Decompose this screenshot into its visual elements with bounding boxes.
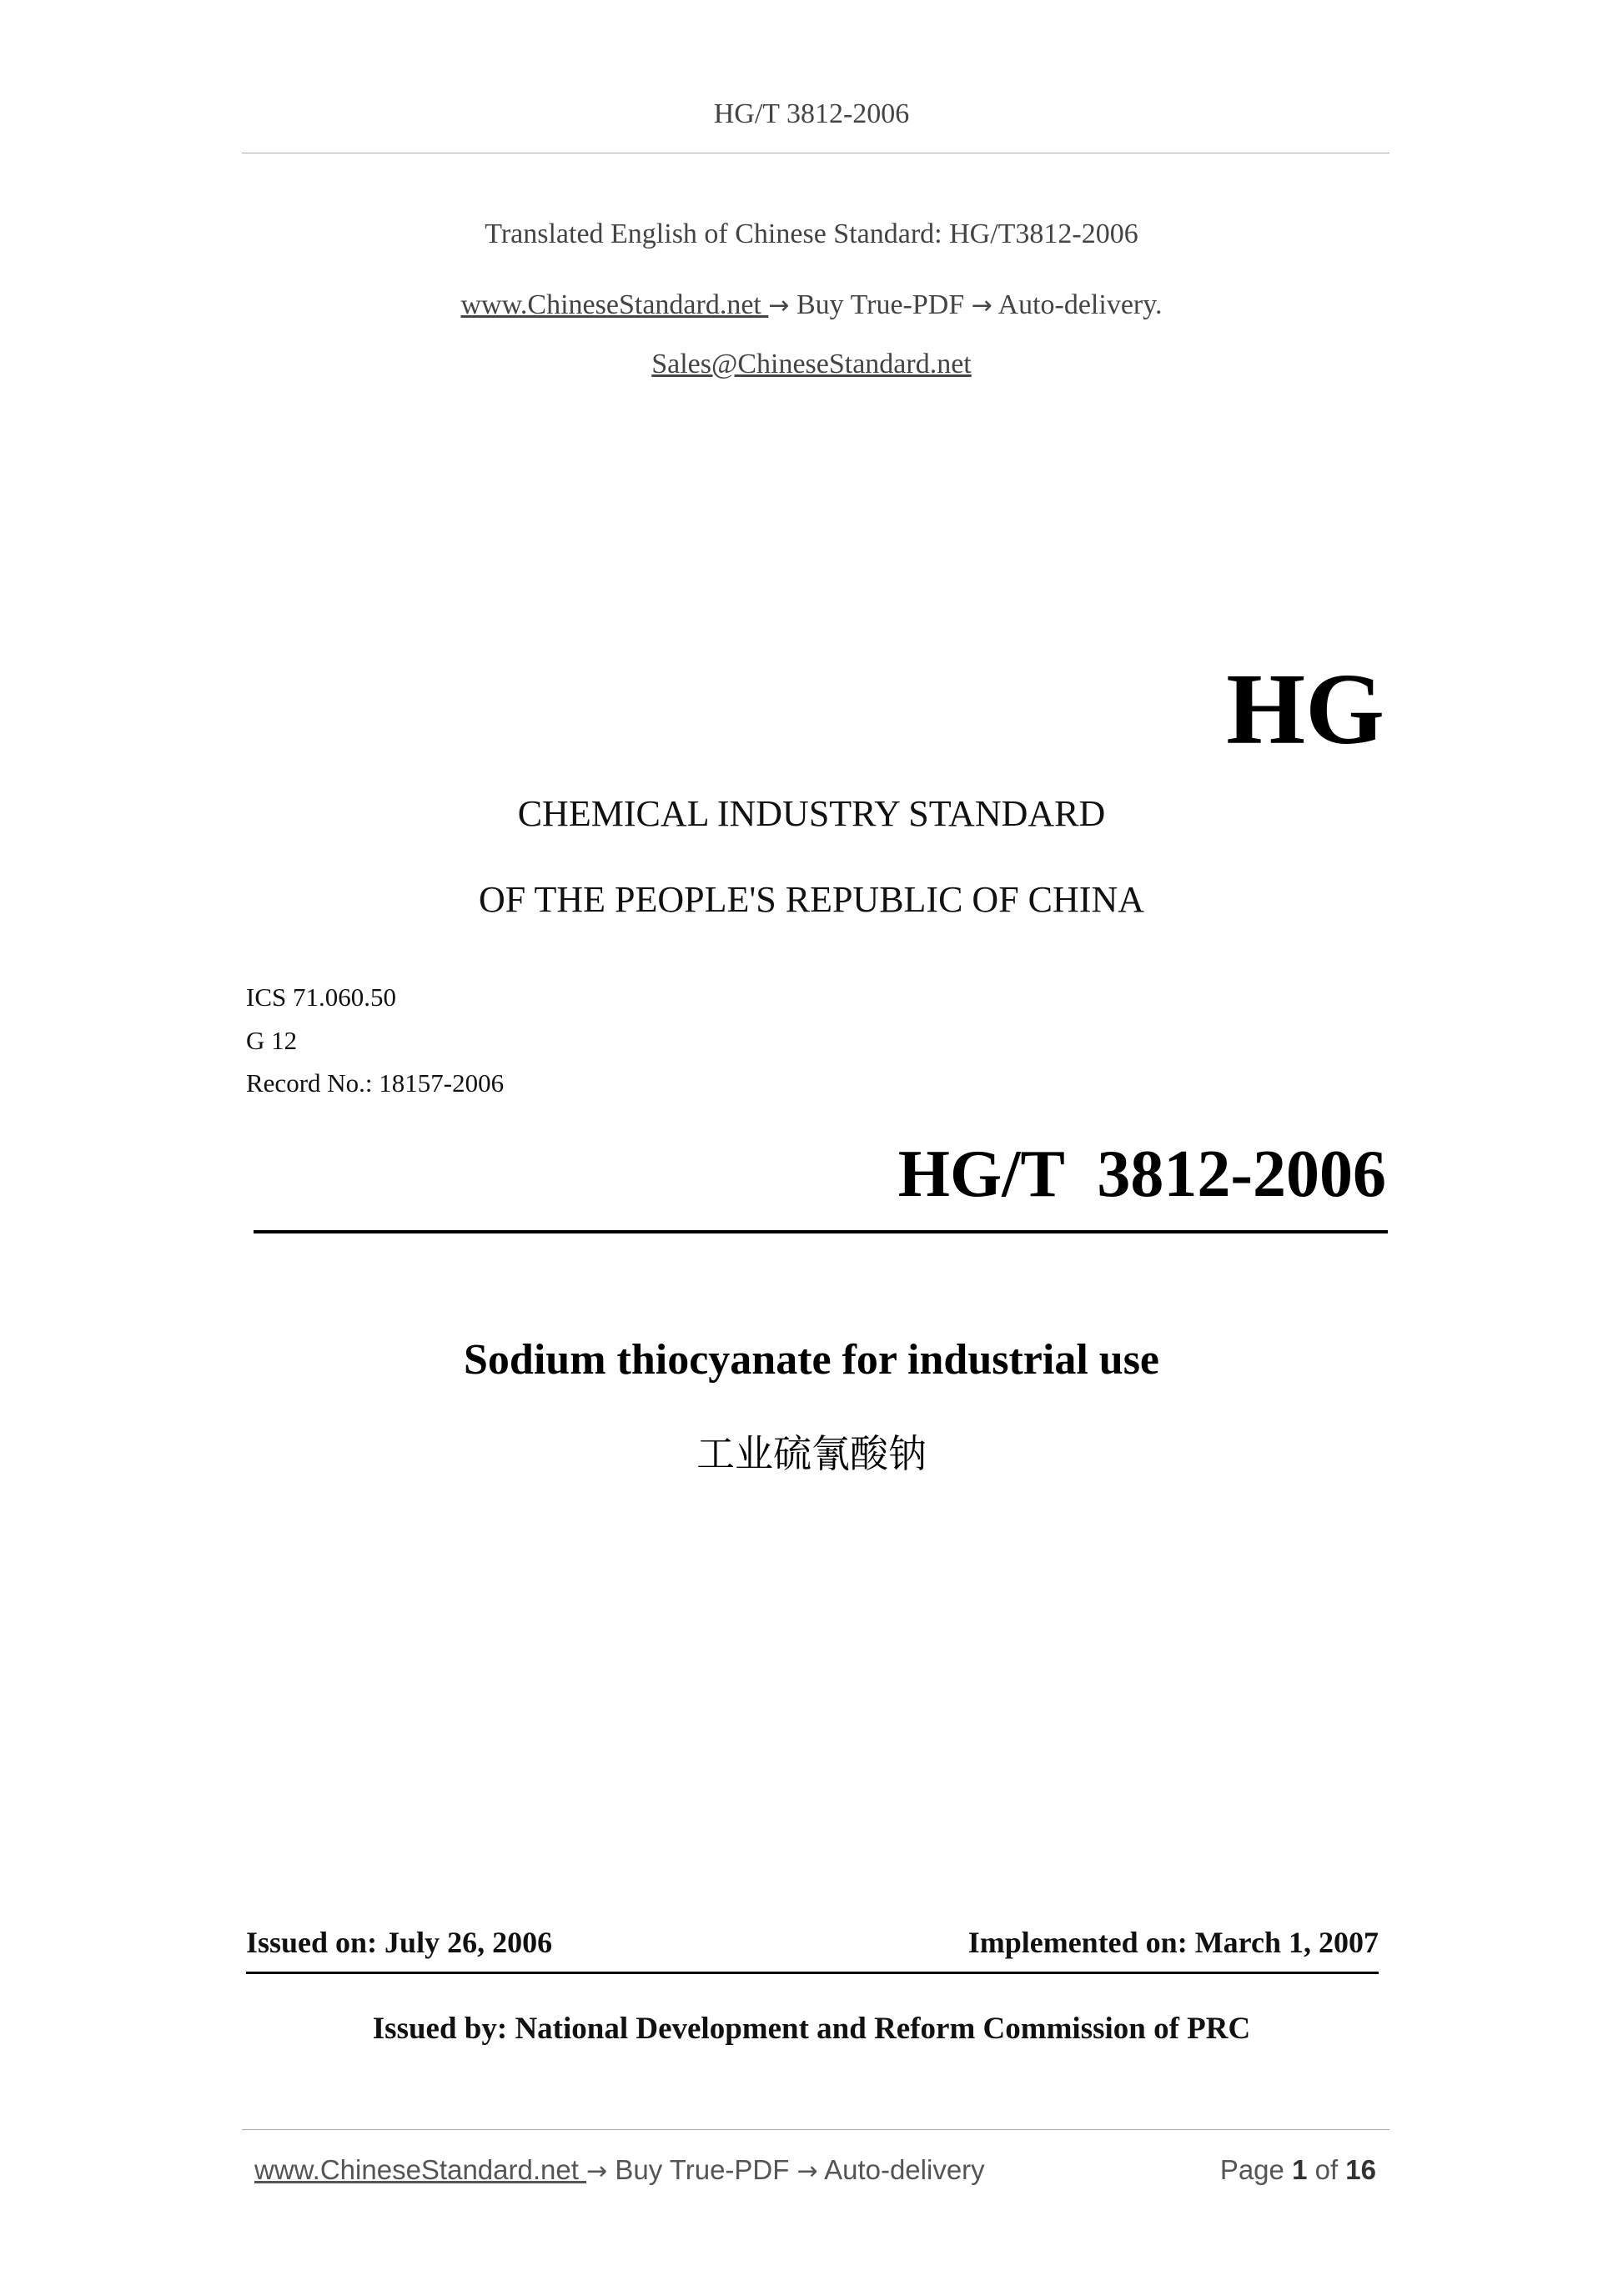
footer-links	[254, 2154, 985, 2186]
implemented-on-date: Implemented on: March 1, 2007	[967, 1926, 1379, 1959]
standard-heading-line2: OF THE PEOPLE'S REPUBLIC OF CHINA	[479, 879, 1144, 920]
sales-email-link[interactable]: Sales@ChineseStandard.net	[651, 349, 972, 379]
right-arrow-icon: →	[586, 2157, 608, 2186]
auto-delivery-text: Auto-delivery.	[992, 289, 1163, 320]
title-divider	[254, 1230, 1388, 1233]
buy-pdf-text: Buy True-PDF	[789, 289, 972, 320]
footer-delivery-text: Auto-delivery	[817, 2154, 985, 2185]
right-arrow-icon: →	[971, 291, 992, 320]
page-indicator	[1220, 2154, 1376, 2186]
footer-buy-text: Buy True-PDF	[607, 2154, 797, 2185]
record-number: Record No.: 18157-2006	[246, 1068, 505, 1098]
page-total: 16	[1345, 2154, 1376, 2185]
page-label: Page	[1219, 2154, 1293, 2185]
title-chinese: 工业硫氰酸钠	[696, 1431, 927, 1476]
of-label: of	[1307, 2154, 1346, 2185]
translated-notice: Translated English of Chinese Standard: HG/T3812-2006	[485, 219, 1138, 249]
dates-divider	[246, 1972, 1379, 1974]
classification-code: G 12	[246, 1026, 298, 1055]
standard-heading-line1: CHEMICAL INDUSTRY STANDARD	[517, 793, 1106, 834]
footer-divider	[242, 2129, 1389, 2130]
standard-number: HG/T 3812-2006	[897, 1138, 1386, 1211]
issued-on-date: Issued on: July 26, 2006	[246, 1926, 553, 1959]
title-english: Sodium thiocyanate for industrial use	[463, 1336, 1160, 1384]
site-link[interactable]: www.ChineseStandard.net	[460, 289, 769, 320]
right-arrow-icon: →	[796, 2157, 818, 2186]
email-line	[0, 349, 1623, 380]
page-number: 1	[1292, 2154, 1308, 2185]
issuing-authority: Issued by: National Development and Reform Commission of PRC	[372, 2012, 1251, 2046]
right-arrow-icon: →	[768, 291, 790, 320]
running-title: HG/T 3812-2006	[713, 98, 910, 129]
category-code: HG	[1226, 653, 1384, 766]
ics-code: ICS 71.060.50	[246, 982, 396, 1012]
promo-links-line	[0, 289, 1623, 321]
footer-site-link[interactable]: www.ChineseStandard.net	[254, 2154, 587, 2185]
